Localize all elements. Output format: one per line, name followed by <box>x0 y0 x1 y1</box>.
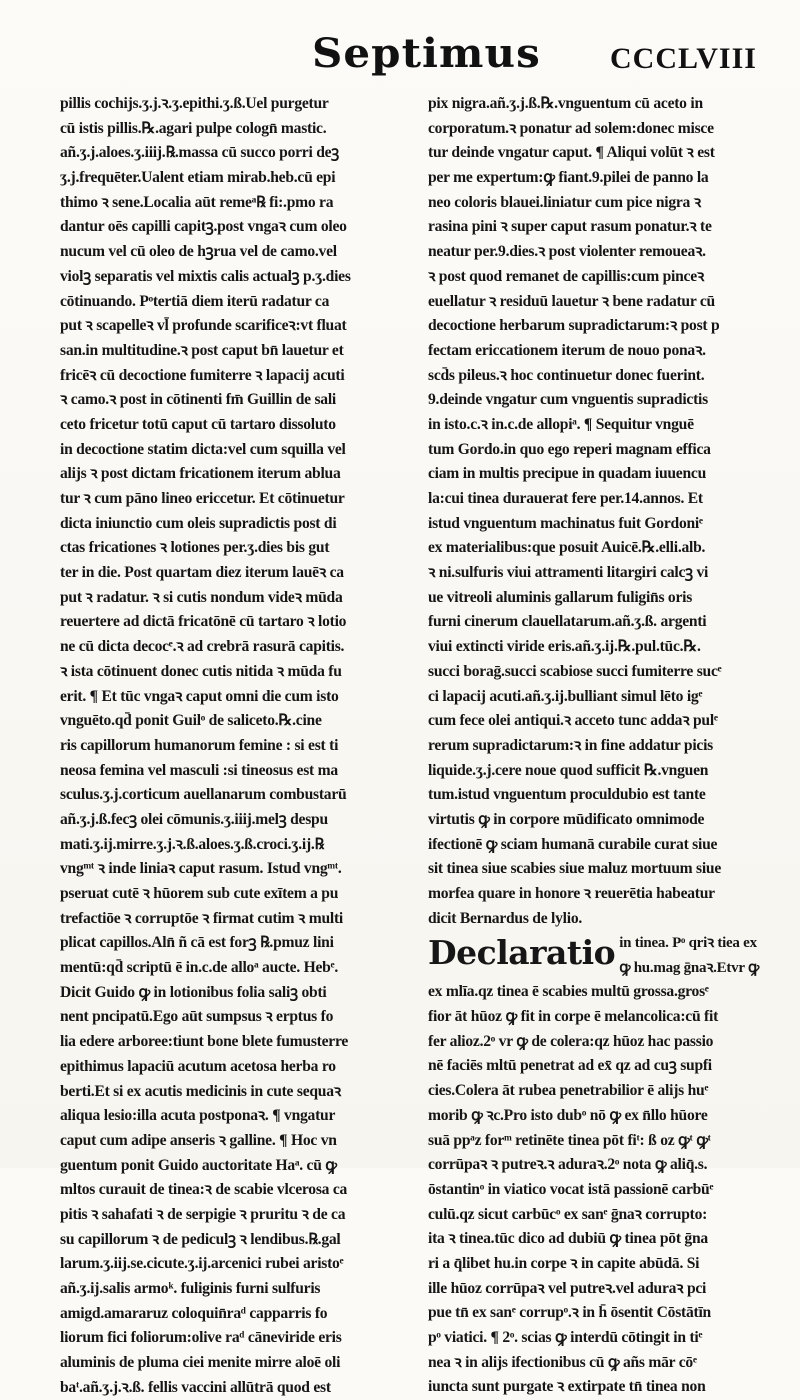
text-line: ōstantinᵒ in viatico vocat istā passionē carbūᵉ <box>428 1180 714 1198</box>
text-line: reuertere ad dictā fricatōnē cū tartaro ꝛ lotio <box>60 613 347 631</box>
declaratio-heading-lines <box>619 931 759 980</box>
text-line: trefactiōe ꝛ corruptōe ꝛ firmat cutim ꝛ multi <box>60 909 343 927</box>
text-line: aluminis de pluma ciei menite mirre aloē oli <box>60 1354 341 1372</box>
text-line: nent pncipatū.Ego aūt sumpsus ꝛ erptus fo <box>60 1008 334 1026</box>
text-line: morib ꝙ ꝛc.Pro isto dubᵒ nō ꝙ ex n̄llo hūore <box>428 1106 708 1124</box>
text-line: put ꝛ radatur. ꝛ si cutis nondum videꝛ mūda <box>60 588 343 606</box>
text-line: ris capillorum humanorum femine : si est ti <box>60 736 339 754</box>
text-line: larum.ʒ.iij.se.cicute.ʒ.ij.arcenici rubei aristoᵉ <box>60 1255 344 1273</box>
text-line: tum.istud vnguentum proculdubio est tante <box>428 786 706 804</box>
right-column-upper-text <box>428 92 772 931</box>
text-line: añ.ʒ.j.aloes.ʒ.iiij.℞.massa cū succo porri deꝫ <box>60 144 340 162</box>
text-line: per me expertum:ꝙ fiant.9.pilei de panno la <box>428 169 709 187</box>
text-line: amigd.amararuz coloquin̄raᵈ capparris fo <box>60 1304 328 1322</box>
text-line: thimo ꝛ sene.Localia aūt remeᵃ℞ fi:.pmo ra <box>60 193 334 211</box>
text-line: liquide.ʒ.j.cere noue quod sufficit ℞.vnguen <box>428 761 709 779</box>
text-line: sit tinea siue scabies siue maluz mortuum siue <box>428 860 722 878</box>
text-line: guentum ponit Guido auctoritate Haᵃ. cū ꝙ <box>60 1156 337 1174</box>
text-line: in isto.c.ꝛ in.c.de allopiᵃ. ¶ Sequitur vnguē <box>428 415 694 433</box>
text-line: ci lapacij acuti.añ.ʒ.ij.bulliant simul lēto igᵉ <box>428 687 703 705</box>
text-line: succi boraḡ.succi scabiose succi fumiterre sucᵉ <box>428 662 722 680</box>
text-line: in tinea. Pᵒ qriꝛ tiea ex <box>619 935 757 952</box>
text-line: ꝛ post quod remanet de capillis:cum pinceꝛ <box>428 267 705 285</box>
text-line: suā ppᵃz forᵐ retinēte tinea pōt fiᵗ: ß oz ꝙᵗ ꝙᵗ <box>428 1131 711 1149</box>
text-line: pue tn̄ ex sanᵉ corrupᵒ.ꝛ in h̄ ōsentit Cōstātīn <box>428 1304 711 1322</box>
text-line: ifectionē ꝙ sciam humanā curabile curat siue <box>428 835 718 853</box>
text-line: dicta iniunctio cum oleis supradictis post di <box>60 514 337 532</box>
text-line: ita ꝛ tinea.tūc dico ad dubiū ꝙ tinea pōt ḡna <box>428 1230 708 1248</box>
right-column-lower-text <box>428 980 772 1400</box>
text-line: ille hūoz corrūpaꝛ vel putreꝛ.vel aduraꝛ pci <box>428 1279 707 1297</box>
text-line: decoctione herbarum supradictarum:ꝛ post p <box>428 317 720 335</box>
text-line: ꝛ camo.ꝛ post in cōtinenti fm̄ Guillin de sali <box>60 391 337 409</box>
text-line: aliqua lesio:illa acuta postponaꝛ. ¶ vngatur <box>60 1107 336 1125</box>
text-line: caput cum adipe anseris ꝛ galline. ¶ Hoc vn <box>60 1131 337 1149</box>
text-line: vngᵐᵗ ꝛ inde liniaꝛ caput rasum. Istud vngᵐᵗ. <box>60 860 342 878</box>
text-line: dicit Bernardus de lylio. <box>428 909 583 927</box>
text-line: berti.Et si ex acutis medicinis in cute sequaꝛ <box>60 1082 341 1100</box>
text-line: tur ꝛ cum pāno lineo ericcetur. Et cōtinuetur <box>60 490 345 507</box>
text-line: ri a q̄libet hu.in corpe ꝛ in capite abūdā. Si <box>428 1254 700 1272</box>
text-line: cies.Colera āt rubea penetrabilior ē alijs huᵉ <box>428 1082 709 1100</box>
text-line: pix nigra.añ.ʒ.j.ß.℞.vnguentum cū aceto in <box>428 95 703 112</box>
text-line: corrūpaꝛ ꝛ putreꝛ.ꝛ aduraꝛ.2ᵒ nota ꝙ aliq̄.s. <box>428 1156 708 1174</box>
text-line: sculus.ʒ.j.corticum auellanarum combustarū <box>60 786 347 804</box>
text-line: rasina pini ꝛ super caput rasum ponatur.ꝛ te <box>428 218 712 236</box>
text-line: ʒ.j.frequēter.Ualent etiam mirab.heb.cū epi <box>60 169 336 187</box>
text-line: nucum vel cū oleo de hꝫrua vel de camo.vel <box>60 243 337 261</box>
text-line: tum Gordo.in quo ego reperi magnam effica <box>428 440 711 458</box>
text-line: iuncta sunt purgate ꝛ extirpate tn̄ tinea non <box>428 1378 706 1396</box>
text-line: culū.qz sicut carbūcᵒ ex sanᵉ ḡnaꝛ corrupto: <box>428 1205 708 1223</box>
text-line: pillis cochijs.ʒ.j.ꝛ.ʒ.epithi.ʒ.ß.Uel purgetur <box>60 95 329 112</box>
text-line: furni cinerum clauellatarum.añ.ʒ.ß. argenti <box>428 613 707 631</box>
text-line: scd̄s pileus.ꝛ hoc continuetur donec fuerint. <box>428 366 705 384</box>
text-line: la:cui tinea durauerat fere per.14.annos. Et <box>428 490 703 507</box>
text-line: pitis ꝛ sahafati ꝛ de serpigie ꝛ pruritu ꝛ de ca <box>60 1205 346 1223</box>
text-line: morfea quare in honore ꝛ reuerētia habeatur <box>428 885 715 902</box>
left-text-column <box>60 92 404 1400</box>
text-line: ctas fricationes ꝛ lotiones per.ʒ.dies bis gut <box>60 539 330 557</box>
text-line: dantur oēs capilli capitꝫ.post vngaꝛ cum oleo <box>60 218 347 236</box>
text-line: euellatur ꝛ residuū lauetur ꝛ bene radatur cū <box>428 292 715 310</box>
text-line: ue vitreoli aluminis gallarum fuligin̄s oris <box>428 588 693 606</box>
text-line: añ.ʒ.ij.salis armoᵏ. fuliginis furni sulfuris <box>60 1280 321 1297</box>
text-line: neosa femina vel masculi :si tineosus est ma <box>60 761 338 779</box>
text-line: virtutis ꝙ in corpore mūdificato omnimode <box>428 810 705 828</box>
text-line: pᵒ viatici. ¶ 2ᵒ. scias ꝙ interdū cōtingit in tiᵉ <box>428 1329 703 1346</box>
text-line: fer alioz.2ᵒ vr ꝙ de colera:qz hūoz hac passio <box>428 1032 714 1050</box>
running-head-title: Septimus <box>312 30 541 77</box>
folio-number: CCCLVIII <box>610 42 757 75</box>
text-line: istud vnguentum machinatus fuit Gordoniᵉ <box>428 514 703 532</box>
text-line: neatur per.9.dies.ꝛ post violenter remoueaꝛ. <box>428 243 706 261</box>
text-line: plicat capillos.Aln̄ ñ cā est forꝫ ℞.pmuz lini <box>60 934 334 952</box>
text-line: cū istis pillis.℞.agari pulpe cologn̄ mastic. <box>60 119 327 137</box>
text-line: pseruat cutē ꝛ hūorem sub cute exītem a pu <box>60 885 339 902</box>
text-line: neo coloris blauei.liniatur cum pice nigra ꝛ <box>428 193 701 211</box>
text-line: erit. ¶ Et tūc vngaꝛ caput omni die cum isto <box>60 687 339 705</box>
text-line: Dicit Guido ꝙ in lotionibus folia saliꝫ obti <box>60 983 327 1001</box>
text-line: ciam in multis precipue in quadam iuuencu <box>428 465 706 483</box>
text-line: baᵗ.añ.ʒ.j.ꝛ.ß. fellis vaccini allūtrā quod est <box>60 1378 331 1396</box>
declaratio-heading-word: Declaratio <box>428 933 616 973</box>
text-line: fricēꝛ cū decoctione fumiterre ꝛ lapacij acuti <box>60 366 345 384</box>
text-line: mentū:qd̄ scriptū ē in.c.de alloᵃ aucte. Hebᵉ. <box>60 959 339 977</box>
text-line: tur deinde vngatur caput. ¶ Aliqui volūt ꝛ est <box>428 144 715 162</box>
text-line: ter in die. Post quartam diez iterum lauēꝛ ca <box>60 564 344 582</box>
text-line: 9.deinde vngatur cum vnguentis supradictis <box>428 391 708 409</box>
text-line: ꝙ hu.mag ḡnaꝛ.Etvr ꝙ <box>619 960 759 977</box>
text-line: vnguēto.qd̄ ponit Guilᵒ de saliceto.℞.cine <box>60 712 322 730</box>
text-line: cum fece olei antiqui.ꝛ acceto tunc addaꝛ pulᵉ <box>428 712 718 730</box>
text-line: su capillorum ꝛ de pediculꝫ ꝛ lendibus.℞.gal <box>60 1230 341 1248</box>
text-line: nea ꝛ in alijs ifectionibus cū ꝙ añs mār cōᵉ <box>428 1353 697 1371</box>
text-line: lia edere arboree:tiunt bone blete fumusterre <box>60 1033 349 1051</box>
text-line: rerum supradictarum:ꝛ in fine addatur picis <box>428 736 713 754</box>
text-line: liorum fici foliorum:olive raᵈ cāneviride eris <box>60 1329 342 1347</box>
text-line: corporatum.ꝛ ponatur ad solem:donec misce <box>428 119 714 137</box>
text-line: epithimus lapaciū acutum acetosa herba ro <box>60 1057 336 1075</box>
text-line: cōtinuando. Pᵒtertiā diem iterū radatur ca <box>60 292 330 310</box>
text-line: fectam ericcationem iterum de nouo ponaꝛ. <box>428 341 706 359</box>
text-line: violꝫ separatis vel mixtis calis actualꝫ p.ʒ.dies <box>60 267 351 285</box>
text-line: san.in multitudine.ꝛ post caput bn̄ lauetur et <box>60 341 344 359</box>
text-line: alijs ꝛ post dictam fricationem iterum ablua <box>60 465 341 483</box>
text-line: ne cū dicta decocᵉ.ꝛ ad crebrā rasurā capitis. <box>60 638 345 656</box>
text-line: ex materialibus:que posuit Auicē.℞.elli.alb. <box>428 539 706 557</box>
text-line: put ꝛ scapelleꝛ vl̄ profunde scarificeꝛ:vt fluat <box>60 317 347 335</box>
text-line: ꝛ ista cōtinuent donec cutis nitida ꝛ mūda fu <box>60 662 342 680</box>
declaratio-section-heading <box>428 931 772 980</box>
text-line: ceto fricetur totū caput cū tartaro dissoluto <box>60 415 336 433</box>
text-line: mltos curauit de tinea:ꝛ de scabie vlcerosa ca <box>60 1181 348 1199</box>
text-line: nē faciēs mltū penetrat ad ex̄ qz ad cuꝫ supfi <box>428 1057 712 1075</box>
text-line: añ.ʒ.j.ß.fecꝫ olei cōmunis.ʒ.iiij.melꝫ despu <box>60 810 328 828</box>
text-line: mati.ʒ.ij.mirre.ʒ.j.ꝛ.ß.aloes.ʒ.ß.croci.ʒ.ij.℞ <box>60 835 324 853</box>
text-line: in decoctione statim dicta:vel cum squilla vel <box>60 440 346 458</box>
text-line: fior āt hūoz ꝙ fit in corpe ē melancolica:cū fit <box>428 1008 719 1026</box>
text-line: viui extincti viride eris.añ.ʒ.ij.℞.pul.tūc.℞. <box>428 638 701 656</box>
text-line: ex mlīa.qz tinea ē scabies multū grossa.grosᵉ <box>428 983 709 1001</box>
right-text-column <box>428 92 772 1400</box>
text-line: ꝛ ni.sulfuris viui attramenti litargiri calcꝫ vi <box>428 564 709 582</box>
